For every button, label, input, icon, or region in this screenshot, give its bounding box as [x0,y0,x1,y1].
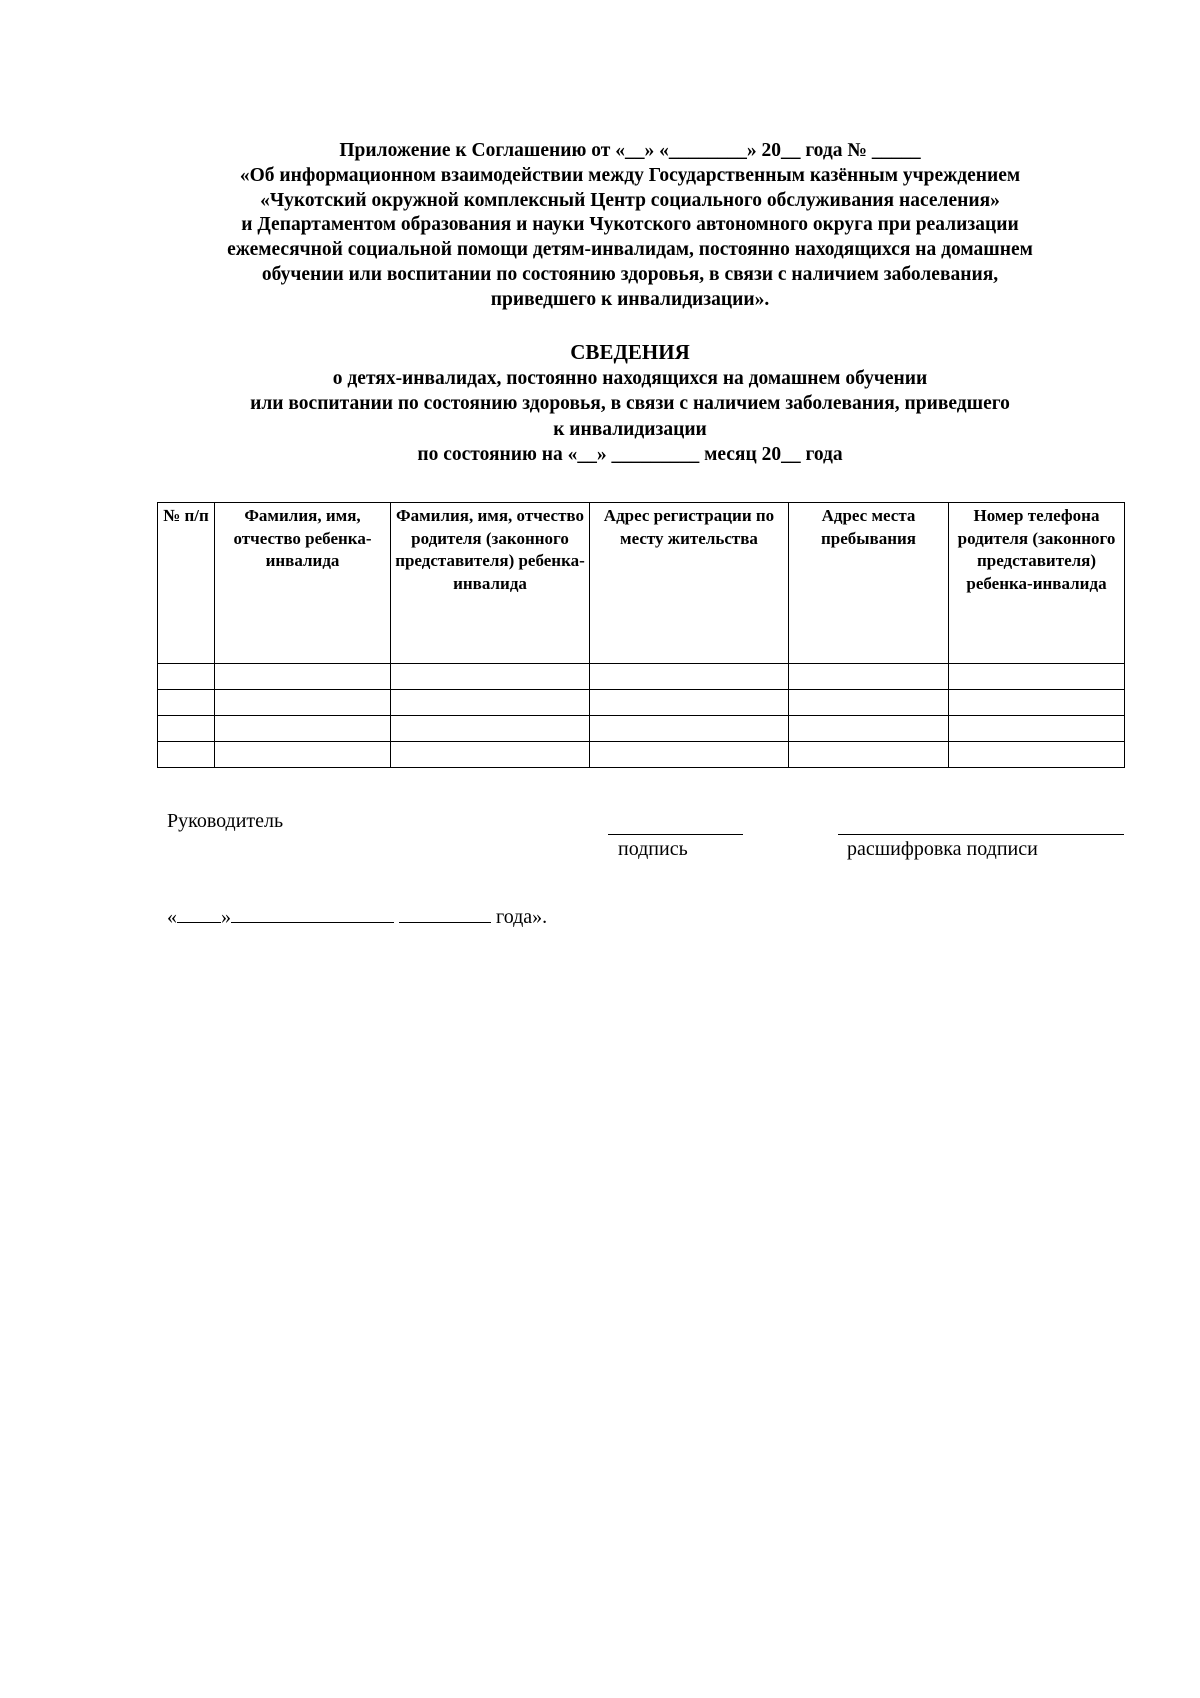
table-cell[interactable] [590,690,789,716]
header-line: обучении или воспитании по состоянию здоровья, в связи с наличием заболевания, [261,263,999,285]
name-decode-line[interactable] [838,834,1124,835]
title-line: о детях-инвалидах, постоянно находящихся на домашнем обучении [332,368,928,389]
table-row [158,742,1125,768]
signature-line[interactable] [608,834,743,835]
table-cell[interactable] [789,742,949,768]
column-header-stay-address: Адрес места пребывания [789,503,949,664]
table-cell[interactable] [215,664,391,690]
table-cell[interactable] [215,716,391,742]
table-cell[interactable] [391,716,590,742]
date-close-quote: » [221,906,231,928]
table-cell[interactable] [789,690,949,716]
document-title-block [150,339,1110,468]
children-data-table [157,502,1125,768]
header-line: «Чукотский окружной комплексный Центр социального обслуживания населения» [260,189,1000,211]
header-line: Приложение к Соглашению от «__» «________» 20__ года № _____ [339,140,921,161]
table-cell[interactable] [158,716,215,742]
document-title: СВЕДЕНИЯ [570,340,690,364]
header-line: приведшего к инвалидизации». [490,288,770,310]
table-row [158,690,1125,716]
day-blank[interactable] [177,904,221,923]
title-line: по состоянию на «__» _________ месяц 20__ года [417,444,843,466]
table-header-row [158,503,1125,664]
table-cell[interactable] [158,690,215,716]
title-line: или воспитании по состоянию здоровья, в связи с наличием заболевания, приведшего [250,393,1010,415]
column-header-registration-address: Адрес регистрации по месту жительства [590,503,789,664]
year-blank[interactable] [399,904,491,923]
table-cell[interactable] [158,742,215,768]
table-cell[interactable] [391,690,590,716]
date-open-quote: « [167,906,177,928]
table-cell[interactable] [391,664,590,690]
appendix-header [150,139,1110,313]
table-cell[interactable] [949,690,1125,716]
month-blank[interactable] [231,904,394,923]
date-line [167,904,547,929]
header-line: и Департаментом образования и науки Чукотского автономного округа при реализации [241,214,1019,236]
header-line: ежемесячной социальной помощи детям-инвалидам, постоянно находящихся на домашнем [227,239,1033,261]
table-cell[interactable] [391,742,590,768]
table-row [158,716,1125,742]
table-row [158,664,1125,690]
column-header-child-name: Фамилия, имя, отчество ребенка-инвалида [215,503,391,664]
column-header-parent-name: Фамилия, имя, отчество родителя (законного представителя) ребенка-инвалида [391,503,590,664]
date-suffix: года». [491,906,548,928]
signature-caption: подпись [618,838,688,860]
table-cell[interactable] [590,664,789,690]
table-cell[interactable] [215,690,391,716]
table-cell[interactable] [215,742,391,768]
column-header-parent-phone: Номер телефона родителя (законного представителя) ребенка-инвалида [949,503,1125,664]
table-cell[interactable] [590,716,789,742]
table-cell[interactable] [158,664,215,690]
header-line: «Об информационном взаимодействии между Государственным казённым учреждением [239,164,1021,186]
leader-label: Руководитель [167,810,284,832]
decode-caption: расшифровка подписи [847,838,1038,860]
column-header-number: № п/п [158,503,215,664]
table-cell[interactable] [949,664,1125,690]
table-cell[interactable] [949,742,1125,768]
table-cell[interactable] [789,664,949,690]
title-line: к инвалидизации [553,418,707,440]
table-cell[interactable] [789,716,949,742]
table-cell[interactable] [590,742,789,768]
table-cell[interactable] [949,716,1125,742]
